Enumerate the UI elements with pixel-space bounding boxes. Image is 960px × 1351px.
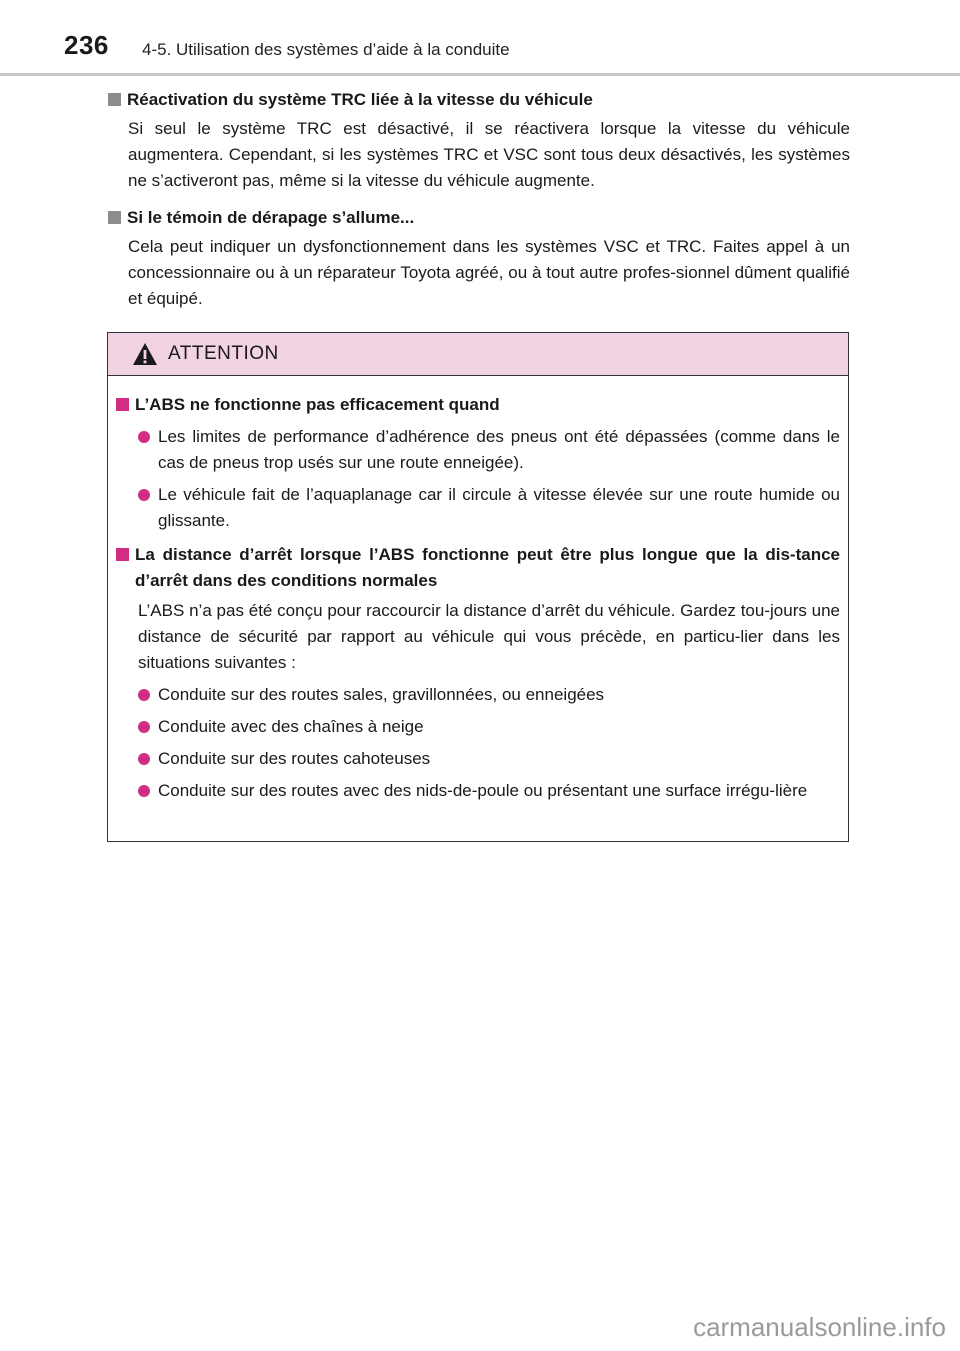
round-bullet-icon [138,753,150,765]
attention-item-intro: L’ABS n’a pas été conçu pour raccourcir la distance d’arrêt du véhicule. Gardez tou-jours une distance de sécurité par rapport au véhicule qui vous précède, en particu-lier dans les situations suivantes : [138,601,840,672]
section-heading: Si le témoin de dérapage s’allume... [127,208,415,227]
main-content [108,88,850,324]
section-slip-indicator [108,206,850,312]
page-header [0,0,960,76]
list-item: Les limites de performance d’adhérence des pneus ont été dépassées (comme dans le cas de pneus trop usés sur une route enneigée). [138,424,840,476]
header-divider [0,73,960,76]
list-item: Le véhicule fait de l’aquaplanage car il circule à vitesse élevée sur une route humide ou glissante. [138,482,840,534]
round-bullet-icon [138,785,150,797]
attention-body [108,376,848,804]
section-body: Cela peut indiquer un dysfonctionnement dans les systèmes VSC et TRC. Faites appel à un concessionnaire ou à un réparateur Toyota agréé, ou à tout autre profes-sionnel dûment qualifié et équipé. [128,237,850,308]
section-title: 4-5. Utilisation des systèmes d’aide à la conduite [142,40,510,59]
square-bullet-icon [116,398,129,411]
attention-item-heading: L’ABS ne fonctionne pas efficacement quand [135,395,500,414]
round-bullet-icon [138,431,150,443]
list-item: Conduite sur des routes cahoteuses [138,746,840,772]
list-item: Conduite sur des routes avec des nids-de-poule ou présentant une surface irrégu-lière [138,778,840,804]
attention-header [108,333,848,376]
round-bullet-icon [138,689,150,701]
square-bullet-icon [116,548,129,561]
list-item: Conduite avec des chaînes à neige [138,714,840,740]
section-body: Si seul le système TRC est désactivé, il se réactivera lorsque la vitesse du véhicule augmentera. Cependant, si les systèmes TRC et VSC sont tous deux désactivés, les systèmes ne s’activeront pas, même si la vitesse du véhicule augmente. [128,119,850,190]
attention-item [116,392,840,534]
section-heading: Réactivation du système TRC liée à la vitesse du véhicule [127,90,593,109]
attention-item [116,542,840,804]
section-trc-reactivation [108,88,850,194]
page-number: 236 [64,30,109,60]
warning-triangle-icon [132,342,158,366]
round-bullet-icon [138,489,150,501]
round-bullet-icon [138,721,150,733]
watermark: carmanualsonline.info [693,1312,946,1342]
attention-box [107,332,849,842]
square-bullet-icon [108,93,121,106]
attention-item-heading: La distance d’arrêt lorsque l’ABS fonctionne peut être plus longue que la dis-tance d’arrêt dans des conditions normales [135,545,840,590]
square-bullet-icon [108,211,121,224]
attention-title: ATTENTION [168,343,279,364]
list-item: Conduite sur des routes sales, gravillonnées, ou enneigées [138,682,840,708]
